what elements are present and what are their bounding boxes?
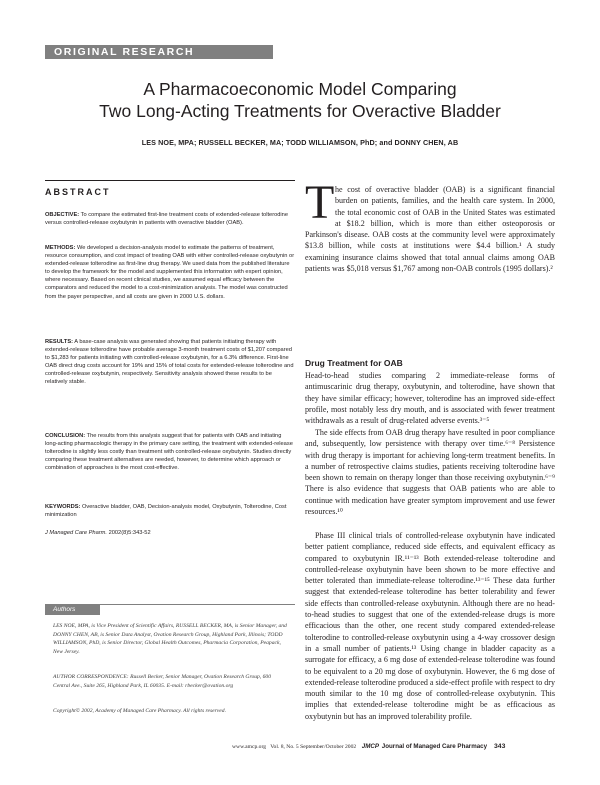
abstract-heading: ABSTRACT [45,180,295,197]
authors-affiliations: LES NOE, MPA, is Vice President of Scientific Affairs, RUSSELL BECKER, MA, is Senior Manager, and DONNY CHEN, AB, is Senior Data Analyst, Ovation Research Group, Highland Park, Illinois; TODD WILLIAMSON, PhD, is Senior Director, Global Health Outcomes, Pharmacia Corporation, Peapack, New Jersey. [53,623,287,655]
footer-issue: Vol. 8, No. 5 September/October 2002 [270,744,357,750]
abstract-results [45,338,295,387]
citation-journal: J Managed Care Pharm. [45,530,107,536]
objective-text: To compare the estimated first-line treatment costs of extended-release tolterodine versus controlled-release oxybutynin in patients with overactive bladder (OAB). [45,212,289,227]
page-number: 343 [494,743,506,750]
methods-label: METHODS: [45,245,76,251]
section-heading: Drug Treatment for OAB [305,358,403,368]
keywords-text: Overactive bladder, OAB, Decision-analysis model, Oxybutynin, Tolterodine, Cost minimization [45,504,287,519]
section-banner: ORIGINAL RESEARCH [45,45,273,59]
conclusion-text: The results from this analysis suggest that for patients with OAB and initiating long-acting pharmacologic therapy in the primary care setting, the treatment with extended-release tolterodine is slightly less costly than treatment with controlled-release oxybutynin. Studies directly comparing these treatment alternatives are needed, however, to determine which approach or combination of approaches is the most cost-effective. [45,433,293,472]
abstract-keywords [45,503,295,519]
paragraph-2-text: The side effects from OAB drug therapy have resulted in poor compliance and, subsequently, low persistence with therapy over time.⁶⁻⁸ Persistence with drug therapy is important for achieving long-term treatment benefits. In a number of retrospective claims studies, patients receiving tolterodine have been shown to remain on therapy longer than those receiving oxybutynin.⁶⁻⁹ There is also evidence that suggests that OAB patients who are able to continue with medication have greater symptom improvement and use fewer resources.¹⁰ [305,428,555,517]
drop-cap: T [305,176,335,229]
article-title-line-1: A Pharmacoeconomic Model Comparing [143,79,457,99]
abstract-conclusion [45,432,295,472]
drop-cap-space [305,184,335,218]
author-byline: LES NOE, MPA; RUSSELL BECKER, MA; TODD WILLIAMSON, PhD; and DONNY CHEN, AB [141,138,459,147]
body-paragraph-1 [305,370,555,426]
intro-text: he cost of overactive bladder (OAB) is a significant financial burden on patients, families, and the health care system. In 2000, the total economic cost of OAB in the United States was estimated at $18.2 billion, which is more than either osteoporosis or Parkinson's disease. OAB costs at the community level were approximately $13.8 billion, while costs at institutions were $4.4 billion.¹ A study examining insurance claims showed that total annual claims among OAB patients was $5,018 versus $1,767 among non-OAB controls (1995 dollars).² [305,185,555,274]
page-footer [232,743,557,751]
footer-url: www.amcp.org [232,744,267,750]
objective-label: OBJECTIVE: [45,212,80,218]
body-paragraph-2 [305,427,555,517]
citation [45,529,295,537]
footer-journal: Journal of Managed Care Pharmacy [381,743,488,750]
citation-details: 2002(8)5:343-52 [108,530,151,536]
conclusion-label: CONCLUSION: [45,433,86,439]
authors-box [45,604,295,741]
paragraph-3-text: Phase III clinical trials of controlled-release oxybutynin have indicated better patient compliance, reduced side effects, and equivalent efficacy as compared to oxybutynin IR.¹¹⁻¹³ Both extended-release tolterodine and controlled-release oxybutynin have been shown to be more effective and better tolerated than immediate-release tolterodine.¹³⁻¹⁵ These data further suggest that extended-release tolterodine has better tolerability and fewer side effects than controlled-release oxybutynin. Although there are no head-to-head studies to suggest that one of the extended-release drugs is more efficacious than the other, one recent study compared extended-release tolterodine to controlled-release oxybutynin using a 4-way crossover design in a small number of patients.¹³ Using change in bladder capacity as a surrogate for efficacy, a 6 mg dose of extended-release tolterodine was found to be equivalent to a 20 mg dose of oxybutynin. However, the 6 mg dose of extended-release tolterodine produced a side-effect profile with respect to dry mouth similar to the 10 mg dose of controlled-release oxybutynin. This implies that extended-release tolterodine might be as efficacious as oxybutynin but has an improved tolerability profile. [305,531,555,721]
results-label: RESULTS: [45,339,74,345]
authors-tab: Authors [45,605,100,615]
body-paragraph-3 [305,530,555,722]
body-intro [305,176,555,274]
results-text: A base-case analysis was generated showing that patients initiating therapy with extended-release tolterodine have probable average 3-month treatment costs of $1,207 compared to $1,283 for patients initiating with controlled-release oxybutynin, for a 6.3% difference. First-line OAB direct drug costs account for 19% and 15% of total costs for extended-release tolterodine and controlled-release oxybutynin, respectively. Sensitivity analysis showed these results to be relatively stable. [45,339,294,386]
keywords-label: KEYWORDS: [45,504,81,510]
paragraph-1-text: Head-to-head studies comparing 2 immediate-release forms of antimuscarinic drug therapy, oxybutynin, and tolterodine, have shown that they have similar efficacy; however, tolterodine has an improved side-effect profile, most notably less dry mouth, and is associated with fewer treatment withdrawals as a result of drug-related adverse events.³⁻⁵ [305,371,555,426]
methods-text: We developed a decision-analysis model to estimate the patterns of treatment, resource consumption, and cost impact of treating OAB with either controlled-release oxybutynin or extended-release tolterodine as first-line drug therapy. We used data from the published literature to develop the framework for the model and supplemented this information with expert opinion, where necessary. Based on recent clinical studies, we assumed equal efficacy between the comparators and reduced the model to a cost-minimization analysis. The model was constructed from the payer perspective, and all costs are given in 2000 U.S. dollars. [45,245,295,300]
abstract-objective [45,211,295,227]
copyright-notice: Copyright© 2002, Academy of Managed Care Pharmacy. All rights reserved. [53,708,226,714]
abstract-methods [45,244,295,301]
author-correspondence: AUTHOR CORRESPONDENCE: Russell Becker, Senior Manager, Ovation Research Group, 600 Central Ave., Suite 265, Highland Park, IL 60035. E-mail: rbecker@ovation.org [53,674,272,689]
footer-jmcp: JMCP [361,743,379,750]
article-title-line-2: Two Long-Acting Treatments for Overactive Bladder [99,101,501,121]
